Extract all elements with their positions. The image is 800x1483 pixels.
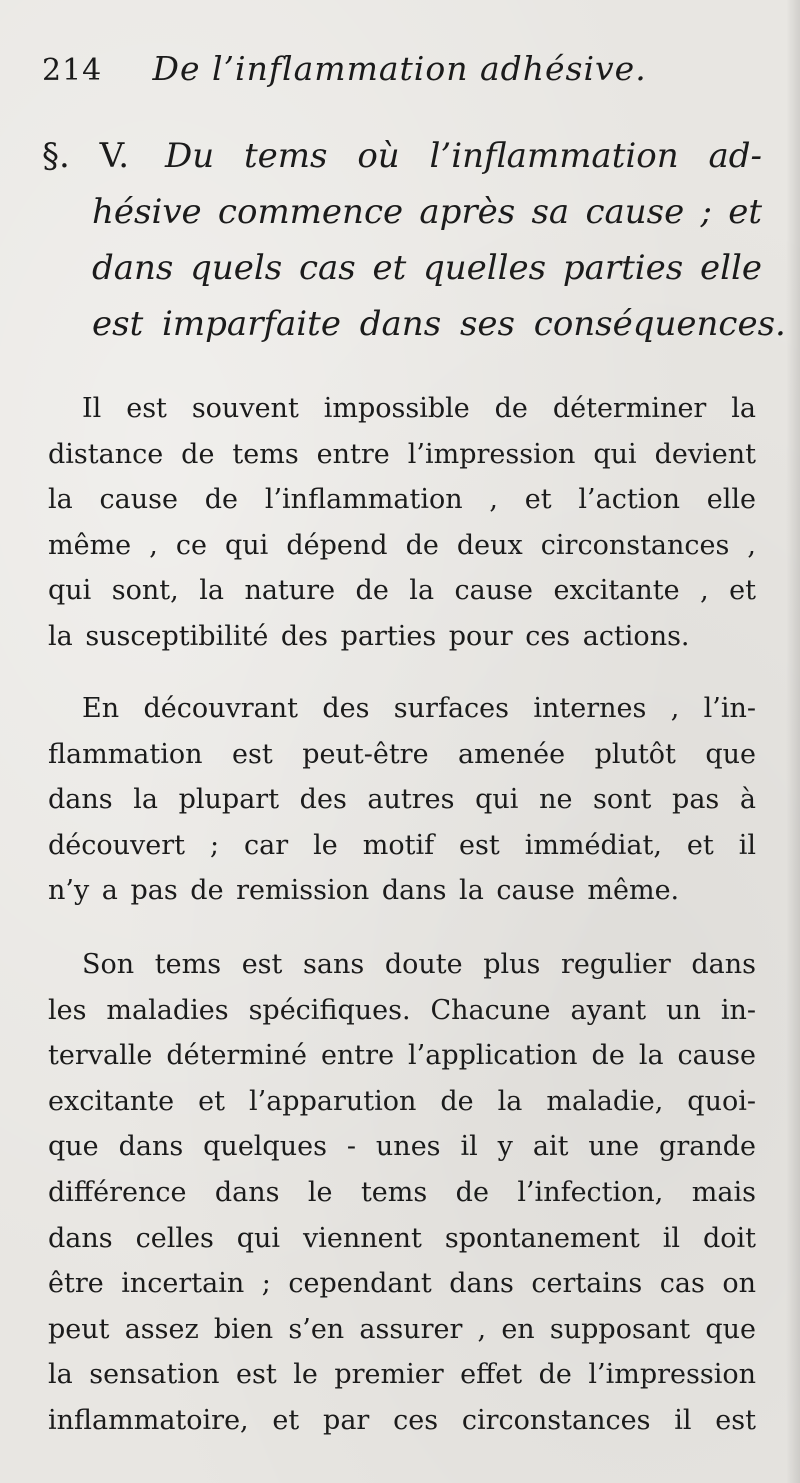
- text-line: peut assez bien s’en assurer , en supposant que: [48, 1313, 756, 1345]
- text-line: être incertain ; cependant dans certains cas on: [48, 1268, 756, 1300]
- running-head: [42, 44, 762, 94]
- paragraph: [48, 686, 756, 914]
- text-line: qui sont, la nature de la cause excitante , et: [48, 575, 756, 607]
- heading-line: dans quels cas et quelles parties elle: [92, 248, 762, 288]
- text-line: flammation est peut-être amenée plutôt que: [48, 738, 756, 770]
- page-edge-shadow: [786, 0, 800, 1483]
- heading-line: hésive commence après sa cause ; et: [92, 192, 762, 232]
- heading-line: [42, 128, 762, 184]
- text-line: même , ce qui dépend de deux circonstances ,: [48, 529, 756, 561]
- text-line: que dans quelques - unes il y ait une grande: [48, 1131, 756, 1163]
- paragraph: [48, 386, 756, 660]
- page-number: 214: [42, 53, 103, 88]
- text-line: la sensation est le premier effet de l’impression: [48, 1359, 756, 1391]
- text-line: tervalle déterminé entre l’application de la cause: [48, 1040, 756, 1072]
- text-line: différence dans le tems de l’infection, mais: [48, 1176, 756, 1208]
- text-line: Son tems est sans doute plus regulier dans: [82, 949, 756, 980]
- heading-line: est imparfaite dans ses conséquences.: [92, 304, 786, 344]
- text-line: distance de tems entre l’impression qui devient: [48, 438, 756, 470]
- text-line: les maladies spécifiques. Chacune ayant un in-: [48, 994, 756, 1026]
- section-heading: [42, 128, 786, 352]
- text-line: n’y a pas de remission dans la cause même.: [48, 875, 680, 907]
- text-line: dans celles qui viennent spontanement il doit: [48, 1222, 756, 1254]
- text-line: découvert ; car le motif est immédiat, et il: [48, 829, 756, 861]
- text-line: la susceptibilité des parties pour ces actions.: [48, 620, 690, 652]
- text-line: En découvrant des surfaces internes , l’in-: [82, 693, 756, 724]
- heading-line-text: Du tems où l’inflammation ad-: [164, 136, 762, 176]
- running-title: De l’inflammation adhésive.: [152, 49, 647, 88]
- section-mark: §. V.: [42, 136, 130, 176]
- text-line: Il est souvent impossible de déterminer la: [82, 393, 756, 424]
- text-line: la cause de l’inflammation , et l’action elle: [48, 484, 756, 516]
- text-line: dans la plupart des autres qui ne sont pas à: [48, 784, 756, 816]
- text-line: excitante et l’apparution de la maladie, quoi-: [48, 1085, 756, 1117]
- paragraph: [48, 942, 756, 1444]
- text-line: inflammatoire, et par ces circonstances il est: [48, 1404, 756, 1436]
